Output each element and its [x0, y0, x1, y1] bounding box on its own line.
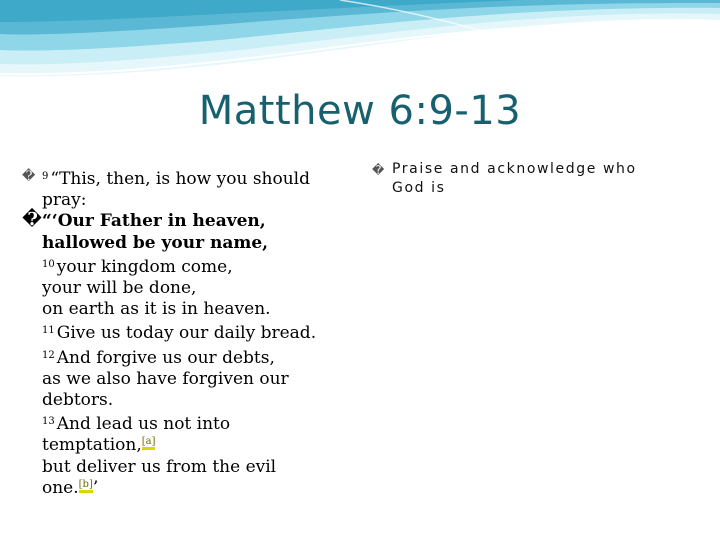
- header-wave-decoration: [0, 0, 720, 80]
- verse-text: pray:: [42, 190, 87, 211]
- verse-text: your will be done,: [42, 278, 197, 299]
- verse-text: your kingdom come,: [56, 256, 233, 277]
- verse-text: debtors.: [42, 390, 114, 411]
- verse-number: 12: [42, 349, 55, 361]
- verse-text: but deliver us from the evil: [42, 456, 277, 477]
- verse-text: And lead us not into: [56, 414, 231, 435]
- footnote-link-b[interactable]: [b]: [79, 479, 93, 493]
- verse-text: “This, then, is how you should: [50, 169, 310, 189]
- verse-text: hallowed be your name,: [42, 232, 269, 253]
- verse-text: one.: [42, 477, 79, 498]
- verse-text: And forgive us our debts,: [56, 347, 275, 368]
- verse-number: 13: [42, 416, 55, 428]
- bullet-icon: �: [372, 163, 386, 177]
- verse-number: 11: [42, 325, 55, 337]
- point-text: God is: [392, 180, 446, 196]
- verse-text: Give us today our daily bread.: [56, 323, 317, 344]
- list-item: [372, 160, 702, 179]
- list-item: [22, 211, 352, 232]
- verse-text: on earth as it is in heaven.: [42, 299, 271, 320]
- closing-quote: ’: [92, 477, 99, 498]
- point-text: Praise and acknowledge who: [392, 161, 637, 177]
- scripture-passage: [22, 166, 352, 499]
- bullet-icon: �: [22, 209, 43, 231]
- verse-text: as we also have forgiven our: [42, 368, 289, 389]
- bullet-icon: �: [22, 169, 36, 184]
- verse-number: 9: [42, 171, 49, 182]
- commentary-point: [372, 160, 702, 198]
- verse-text: “‘Our Father in heaven,: [42, 211, 266, 232]
- slide-title: Matthew 6:9-13: [198, 88, 522, 134]
- footnote-link-a[interactable]: [a]: [142, 436, 156, 450]
- list-item: [22, 166, 352, 190]
- verse-text: temptation,: [42, 435, 142, 456]
- verse-number: 10: [42, 258, 55, 270]
